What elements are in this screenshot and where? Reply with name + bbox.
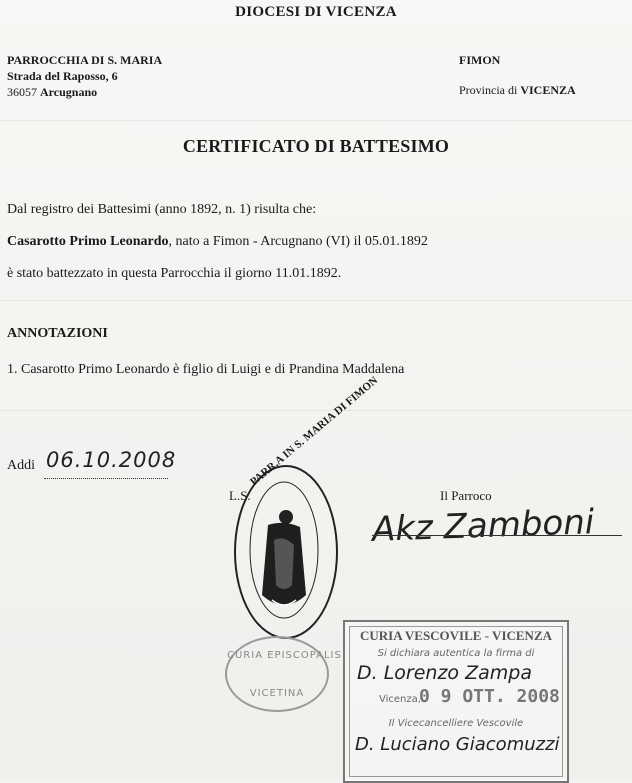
episcopal-stamp bbox=[225, 636, 342, 712]
locality: FIMON bbox=[459, 53, 501, 67]
paper-fold bbox=[0, 300, 632, 301]
vice-signature: D. Luciano Giacomuzzi bbox=[355, 734, 560, 755]
annotation-item: 1. Casarotto Primo Leonardo è figlio di Luigi e di Prandina Maddalena bbox=[7, 362, 405, 377]
curia-title: CURIA VESCOVILE - VICENZA bbox=[359, 628, 553, 643]
certificate-title: CERTIFICATO DI BATTESIMO bbox=[182, 136, 450, 156]
diocese-heading: DIOCESI DI VICENZA bbox=[235, 4, 397, 20]
curia-stamp-date: 0 9 OTT. 2008 bbox=[419, 686, 560, 707]
priest-signature: Akz Zamboni bbox=[371, 502, 595, 550]
episcopal-top-text: CURIA EPISCOPALIS bbox=[227, 650, 342, 661]
province: VICENZA bbox=[520, 83, 576, 97]
episcopal-bottom-text: VICETINA bbox=[249, 688, 305, 699]
birth-details: , nato a Fimon - Arcugnano (VI) il 05.01.1892 bbox=[168, 234, 428, 249]
town: Arcugnano bbox=[40, 85, 98, 99]
curia-authentic-line: Si dichiara autentica la firma di bbox=[377, 648, 535, 659]
paper-fold bbox=[0, 120, 632, 121]
paper-fold bbox=[0, 410, 632, 411]
seal-text: PARR.A IN S. MARIA DI FIMON bbox=[248, 374, 381, 489]
curia-stamp bbox=[343, 620, 569, 783]
birth-line bbox=[7, 234, 428, 250]
date-line bbox=[44, 478, 168, 479]
handwritten-date: 06.10.2008 bbox=[46, 448, 177, 472]
strike-line bbox=[372, 535, 622, 536]
province-label: Provincia di bbox=[459, 83, 518, 97]
curia-city-label: Vicenza, bbox=[379, 694, 421, 705]
parish-street: Strada del Raposso, 6 bbox=[7, 69, 118, 83]
register-line: Dal registro dei Battesimi (anno 1892, n. 1) risulta che: bbox=[7, 202, 317, 217]
curia-role: Il Vicecancelliere Vescovile bbox=[388, 718, 524, 729]
locality-block bbox=[459, 52, 576, 98]
postcode: 36057 bbox=[7, 85, 37, 99]
baptism-line: è stato battezzato in questa Parrocchia il giorno 11.01.1892. bbox=[7, 266, 342, 281]
parish-name: PARROCCHIA DI S. MARIA bbox=[7, 53, 163, 67]
parish-address bbox=[7, 52, 162, 100]
addi-label: Addi bbox=[7, 458, 35, 473]
curia-signed-name: D. Lorenzo Zampa bbox=[357, 662, 532, 684]
person-name: Casarotto Primo Leonardo bbox=[7, 234, 169, 249]
ls-label: L.S. bbox=[229, 488, 251, 503]
madonna-icon bbox=[234, 465, 334, 635]
annotations-heading: ANNOTAZIONI bbox=[7, 326, 108, 341]
priest-label: Il Parroco bbox=[440, 488, 492, 503]
parish-seal bbox=[234, 374, 381, 639]
